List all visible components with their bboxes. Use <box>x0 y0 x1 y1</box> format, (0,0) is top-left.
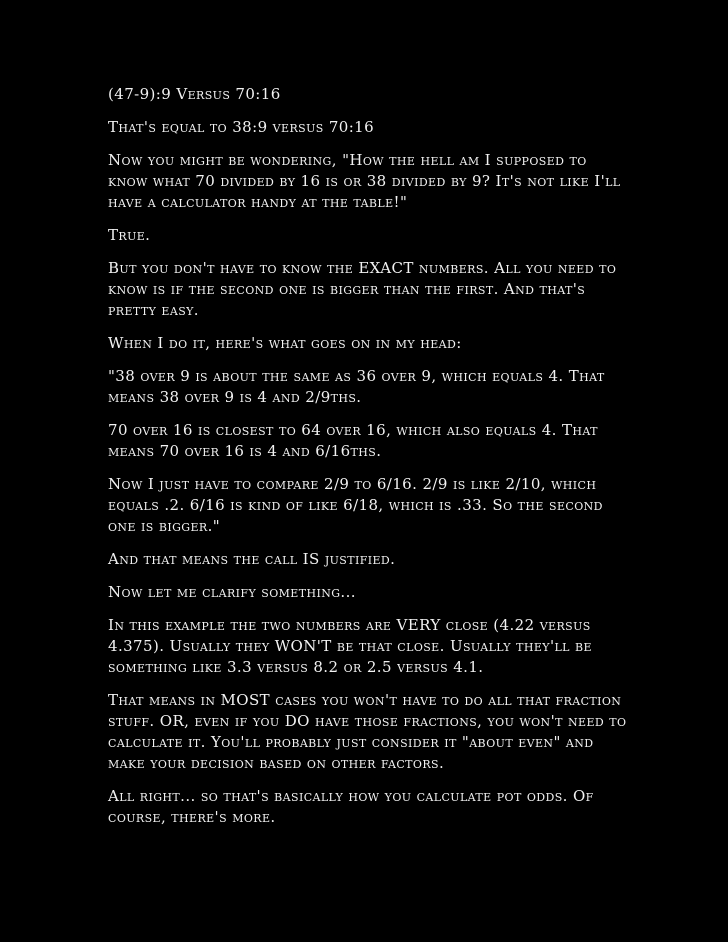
paragraph-compare-fractions: Now I just have to compare 2/9 to 6/16. 2/9 is like 2/10, which equals .2. 6/16 is kind of like 6/18, which is .33. So the second one is bigger." <box>108 475 603 535</box>
paragraph-most-cases: That means in MOST cases you won't have to do all that fraction stuff. OR, even if you DO have those fractions, you won't need to calculate it. You'll probably just consider it "about even" and make your decision based on other factors. <box>108 691 627 772</box>
paragraph-clarify: Now let me clarify something... <box>108 583 356 601</box>
paragraph-true: True. <box>108 226 151 244</box>
paragraph-70-over-16: 70 over 16 is closest to 64 over 16, which also equals 4. That means 70 over 16 is 4 and 6/16ths. <box>108 421 598 460</box>
paragraph-exact-numbers: But you don't have to know the EXACT numbers. All you need to know is if the second one is bigger than the first. And that's pretty easy. <box>108 259 617 319</box>
paragraph-equal-ratio: That's equal to 38:9 versus 70:16 <box>108 118 375 136</box>
paragraph-wondering: Now you might be wondering, "How the hell am I supposed to know what 70 divided by 16 is or 38 divided by 9? It's not like I'll have a calculator handy at the table!" <box>108 151 621 211</box>
paragraph-conclusion: All right... so that's basically how you calculate pot odds. Of course, there's more. <box>108 787 594 826</box>
paragraph-38-over-9: "38 over 9 is about the same as 36 over 9, which equals 4. That means 38 over 9 is 4 and 2/9ths. <box>108 367 605 406</box>
paragraph-call-justified: And that means the call IS justified. <box>108 550 396 568</box>
paragraph-heading-ratio: (47-9):9 Versus 70:16 <box>108 85 281 103</box>
paragraph-example-close: In this example the two numbers are VERY close (4.22 versus 4.375). Usually they WON'T be that close. Usually they'll be something like 3.3 versus 8.2 or 2.5 versus 4.1. <box>108 616 592 676</box>
paragraph-in-my-head: When I do it, here's what goes on in my head: <box>108 334 462 352</box>
document-body <box>108 84 628 840</box>
